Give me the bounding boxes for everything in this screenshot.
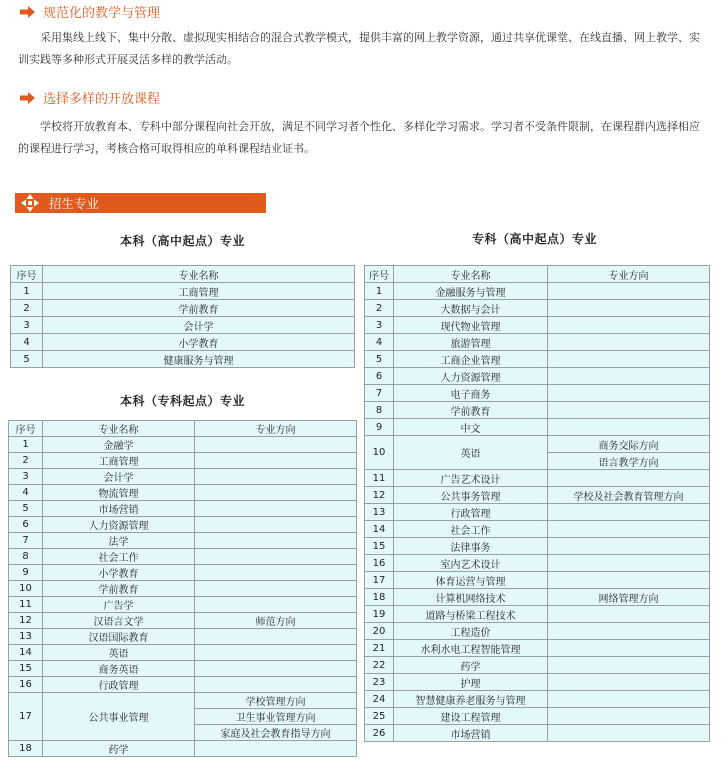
row-number: 5 <box>11 351 43 368</box>
row-number: 8 <box>9 549 43 565</box>
table-row <box>9 501 357 517</box>
table-row <box>365 283 710 300</box>
major-name: 市场营销 <box>394 725 548 742</box>
row-number: 6 <box>365 368 394 385</box>
table-row <box>365 351 710 368</box>
major-direction <box>195 469 357 485</box>
major-direction <box>548 623 710 640</box>
major-direction <box>195 549 357 565</box>
major-name: 市场营销 <box>43 501 195 517</box>
table-row <box>9 549 357 565</box>
major-name: 体育运营与管理 <box>394 572 548 589</box>
row-number: 13 <box>365 504 394 521</box>
table-row <box>365 725 710 742</box>
major-direction <box>548 419 710 436</box>
column-header: 序号 <box>9 421 43 437</box>
row-number: 11 <box>9 597 43 613</box>
major-direction <box>195 437 357 453</box>
row-number: 14 <box>9 645 43 661</box>
table-row <box>9 437 357 453</box>
major-direction <box>548 334 710 351</box>
row-number: 8 <box>365 402 394 419</box>
table-row <box>365 487 710 504</box>
major-name: 计算机网络技术 <box>394 589 548 606</box>
row-number: 16 <box>9 677 43 693</box>
table-row <box>365 317 710 334</box>
major-direction: 家庭及社会教育指导方向 <box>195 725 357 741</box>
table-row <box>9 485 357 501</box>
major-name: 社会工作 <box>394 521 548 538</box>
row-number: 9 <box>365 419 394 436</box>
table-row <box>9 597 357 613</box>
row-number: 4 <box>11 334 43 351</box>
row-number: 21 <box>365 640 394 657</box>
major-name: 建设工程管理 <box>394 708 548 725</box>
row-number: 25 <box>365 708 394 725</box>
major-direction <box>195 581 357 597</box>
table-row <box>365 470 710 487</box>
major-name: 工商企业管理 <box>394 351 548 368</box>
table-row <box>365 368 710 385</box>
table-row <box>365 623 710 640</box>
row-number: 1 <box>9 437 43 453</box>
table-row <box>9 533 357 549</box>
column-header: 专业方向 <box>195 421 357 437</box>
row-number: 26 <box>365 725 394 742</box>
table-header-row <box>11 266 355 283</box>
major-direction <box>548 300 710 317</box>
banner-title: 招生专业 <box>49 196 100 211</box>
row-number: 7 <box>365 385 394 402</box>
major-name: 行政管理 <box>394 504 548 521</box>
table-row <box>365 657 710 674</box>
major-direction <box>548 402 710 419</box>
major-direction <box>195 677 357 693</box>
row-number: 22 <box>365 657 394 674</box>
major-direction <box>195 533 357 549</box>
row-number: 7 <box>9 533 43 549</box>
section-title: 选择多样的开放课程 <box>43 92 161 107</box>
major-name: 行政管理 <box>43 677 195 693</box>
major-direction <box>548 538 710 555</box>
major-name: 人力资源管理 <box>394 368 548 385</box>
major-name: 社会工作 <box>43 549 195 565</box>
major-name: 金融服务与管理 <box>394 283 548 300</box>
major-name: 工程造价 <box>394 623 548 640</box>
enrollment-banner <box>15 193 266 213</box>
row-number: 3 <box>9 469 43 485</box>
row-number: 16 <box>365 555 394 572</box>
major-name: 道路与桥梁工程技术 <box>394 606 548 623</box>
table-row <box>365 674 710 691</box>
table-row <box>9 469 357 485</box>
major-name: 法律事务 <box>394 538 548 555</box>
major-direction <box>548 504 710 521</box>
major-direction <box>548 317 710 334</box>
major-direction <box>548 606 710 623</box>
major-direction <box>548 725 710 742</box>
table-row <box>365 606 710 623</box>
table-row <box>365 555 710 572</box>
undergrad-college-table <box>8 420 357 757</box>
row-number: 11 <box>365 470 394 487</box>
undergrad-highschool-table <box>10 265 355 368</box>
major-name: 电子商务 <box>394 385 548 402</box>
major-direction <box>195 565 357 581</box>
arrow-right-icon <box>20 6 35 18</box>
table-row <box>365 538 710 555</box>
row-number: 12 <box>365 487 394 504</box>
table-row <box>365 504 710 521</box>
major-name: 药学 <box>394 657 548 674</box>
row-number: 3 <box>11 317 43 334</box>
table-row <box>365 708 710 725</box>
row-number: 6 <box>9 517 43 533</box>
major-direction <box>548 351 710 368</box>
major-name: 室内艺术设计 <box>394 555 548 572</box>
table-row <box>9 693 357 709</box>
table-row <box>11 283 355 300</box>
table-title: 专科（高中起点）专业 <box>471 232 597 246</box>
major-name: 护理 <box>394 674 548 691</box>
column-header: 序号 <box>365 266 394 283</box>
table-row <box>365 300 710 317</box>
row-number: 3 <box>365 317 394 334</box>
row-number: 4 <box>365 334 394 351</box>
table-row <box>9 565 357 581</box>
major-name: 英语 <box>394 436 548 470</box>
row-number: 2 <box>11 300 43 317</box>
table-row <box>365 385 710 402</box>
major-direction <box>548 640 710 657</box>
major-name: 法学 <box>43 533 195 549</box>
table-row <box>9 629 357 645</box>
major-direction <box>548 521 710 538</box>
major-direction <box>548 555 710 572</box>
table-header-row <box>9 421 357 437</box>
major-direction <box>548 674 710 691</box>
major-name: 小学教育 <box>43 565 195 581</box>
major-direction <box>548 657 710 674</box>
table-row <box>365 334 710 351</box>
row-number: 12 <box>9 613 43 629</box>
major-direction <box>195 629 357 645</box>
major-name: 广告学 <box>43 597 195 613</box>
four-way-arrows-icon <box>21 194 39 212</box>
major-name: 汉语言文学 <box>43 613 195 629</box>
major-direction <box>548 385 710 402</box>
college-highschool-table <box>364 265 710 742</box>
column-header: 专业名称 <box>43 266 355 283</box>
table-row <box>9 645 357 661</box>
major-name: 公共事务管理 <box>394 487 548 504</box>
row-number: 17 <box>365 572 394 589</box>
row-number: 2 <box>9 453 43 469</box>
major-direction: 商务交际方向 <box>548 436 710 453</box>
major-name: 物流管理 <box>43 485 195 501</box>
major-name: 公共事业管理 <box>43 693 195 741</box>
row-number: 9 <box>9 565 43 581</box>
section-header <box>20 2 160 21</box>
row-number: 13 <box>9 629 43 645</box>
row-number: 10 <box>9 581 43 597</box>
major-name: 大数据与会计 <box>394 300 548 317</box>
major-name: 商务英语 <box>43 661 195 677</box>
column-header: 序号 <box>11 266 43 283</box>
major-name: 会计学 <box>43 469 195 485</box>
major-direction <box>195 485 357 501</box>
major-name: 药学 <box>43 741 195 757</box>
major-direction <box>195 741 357 757</box>
major-direction: 学校管理方向 <box>195 693 357 709</box>
row-number: 19 <box>365 606 394 623</box>
major-name: 学前教育 <box>394 402 548 419</box>
table-title: 本科（专科起点）专业 <box>119 394 245 408</box>
table-row <box>9 741 357 757</box>
table-row <box>365 589 710 606</box>
major-name: 健康服务与管理 <box>43 351 355 368</box>
table-row <box>365 402 710 419</box>
major-direction: 师范方向 <box>195 613 357 629</box>
table-row <box>9 661 357 677</box>
row-number: 5 <box>365 351 394 368</box>
major-direction: 学校及社会教育管理方向 <box>548 487 710 504</box>
major-name: 学前教育 <box>43 300 355 317</box>
table-row <box>365 521 710 538</box>
major-name: 金融学 <box>43 437 195 453</box>
major-name: 英语 <box>43 645 195 661</box>
row-number: 1 <box>11 283 43 300</box>
major-direction <box>195 501 357 517</box>
column-header: 专业名称 <box>43 421 195 437</box>
row-number: 17 <box>9 693 43 741</box>
table-row <box>11 300 355 317</box>
major-direction <box>548 470 710 487</box>
row-number: 18 <box>9 741 43 757</box>
major-name: 工商管理 <box>43 453 195 469</box>
major-direction: 语言教学方向 <box>548 453 710 470</box>
row-number: 10 <box>365 436 394 470</box>
table-header-row <box>365 266 710 283</box>
section-paragraph: 采用集线上线下、集中分散、虚拟现实相结合的混合式教学模式，提供丰富的网上教学资源，通过共享优课堂、在线直播、网上教学、实训实践等多种形式开展灵活多样的教学活动。 <box>18 31 700 66</box>
table-row <box>9 453 357 469</box>
major-name: 会计学 <box>43 317 355 334</box>
major-direction <box>548 368 710 385</box>
major-direction <box>195 453 357 469</box>
section-title: 规范化的教学与管理 <box>43 6 161 21</box>
table-row <box>9 581 357 597</box>
row-number: 1 <box>365 283 394 300</box>
row-number: 4 <box>9 485 43 501</box>
major-name: 学前教育 <box>43 581 195 597</box>
major-name: 旅游管理 <box>394 334 548 351</box>
table-row <box>365 572 710 589</box>
major-name: 工商管理 <box>43 283 355 300</box>
row-number: 2 <box>365 300 394 317</box>
row-number: 24 <box>365 691 394 708</box>
table-row <box>365 419 710 436</box>
table-row <box>9 613 357 629</box>
row-number: 15 <box>9 661 43 677</box>
column-header: 专业方向 <box>548 266 710 283</box>
arrow-right-icon <box>20 92 35 104</box>
major-name: 广告艺术设计 <box>394 470 548 487</box>
table-row <box>11 351 355 368</box>
major-name: 汉语国际教育 <box>43 629 195 645</box>
major-direction <box>195 645 357 661</box>
table-row <box>11 334 355 351</box>
row-number: 15 <box>365 538 394 555</box>
major-direction <box>548 572 710 589</box>
section-header <box>20 88 160 107</box>
major-name: 现代物业管理 <box>394 317 548 334</box>
table-row <box>9 677 357 693</box>
row-number: 23 <box>365 674 394 691</box>
table-row <box>9 517 357 533</box>
major-direction: 卫生事业管理方向 <box>195 709 357 725</box>
table-row <box>365 640 710 657</box>
row-number: 18 <box>365 589 394 606</box>
row-number: 20 <box>365 623 394 640</box>
major-direction: 网络管理方向 <box>548 589 710 606</box>
major-direction <box>195 517 357 533</box>
major-name: 中文 <box>394 419 548 436</box>
table-row <box>365 436 710 453</box>
table-row <box>11 317 355 334</box>
major-direction <box>195 597 357 613</box>
major-direction <box>195 661 357 677</box>
table-title: 本科（高中起点）专业 <box>119 234 245 248</box>
major-name: 智慧健康养老服务与管理 <box>394 691 548 708</box>
major-name: 人力资源管理 <box>43 517 195 533</box>
column-header: 专业名称 <box>394 266 548 283</box>
major-name: 小学教育 <box>43 334 355 351</box>
major-direction <box>548 283 710 300</box>
major-direction <box>548 691 710 708</box>
section-paragraph: 学校将开放教育本、专科中部分课程向社会开放，满足不同学习者个性化、多样化学习需求。学习者不受条件限制，在课程群内选择相应的课程进行学习，考核合格可取得相应的单科课程结业证书。 <box>18 120 700 155</box>
major-name: 水利水电工程智能管理 <box>394 640 548 657</box>
table-row <box>365 691 710 708</box>
row-number: 14 <box>365 521 394 538</box>
major-direction <box>548 708 710 725</box>
row-number: 5 <box>9 501 43 517</box>
